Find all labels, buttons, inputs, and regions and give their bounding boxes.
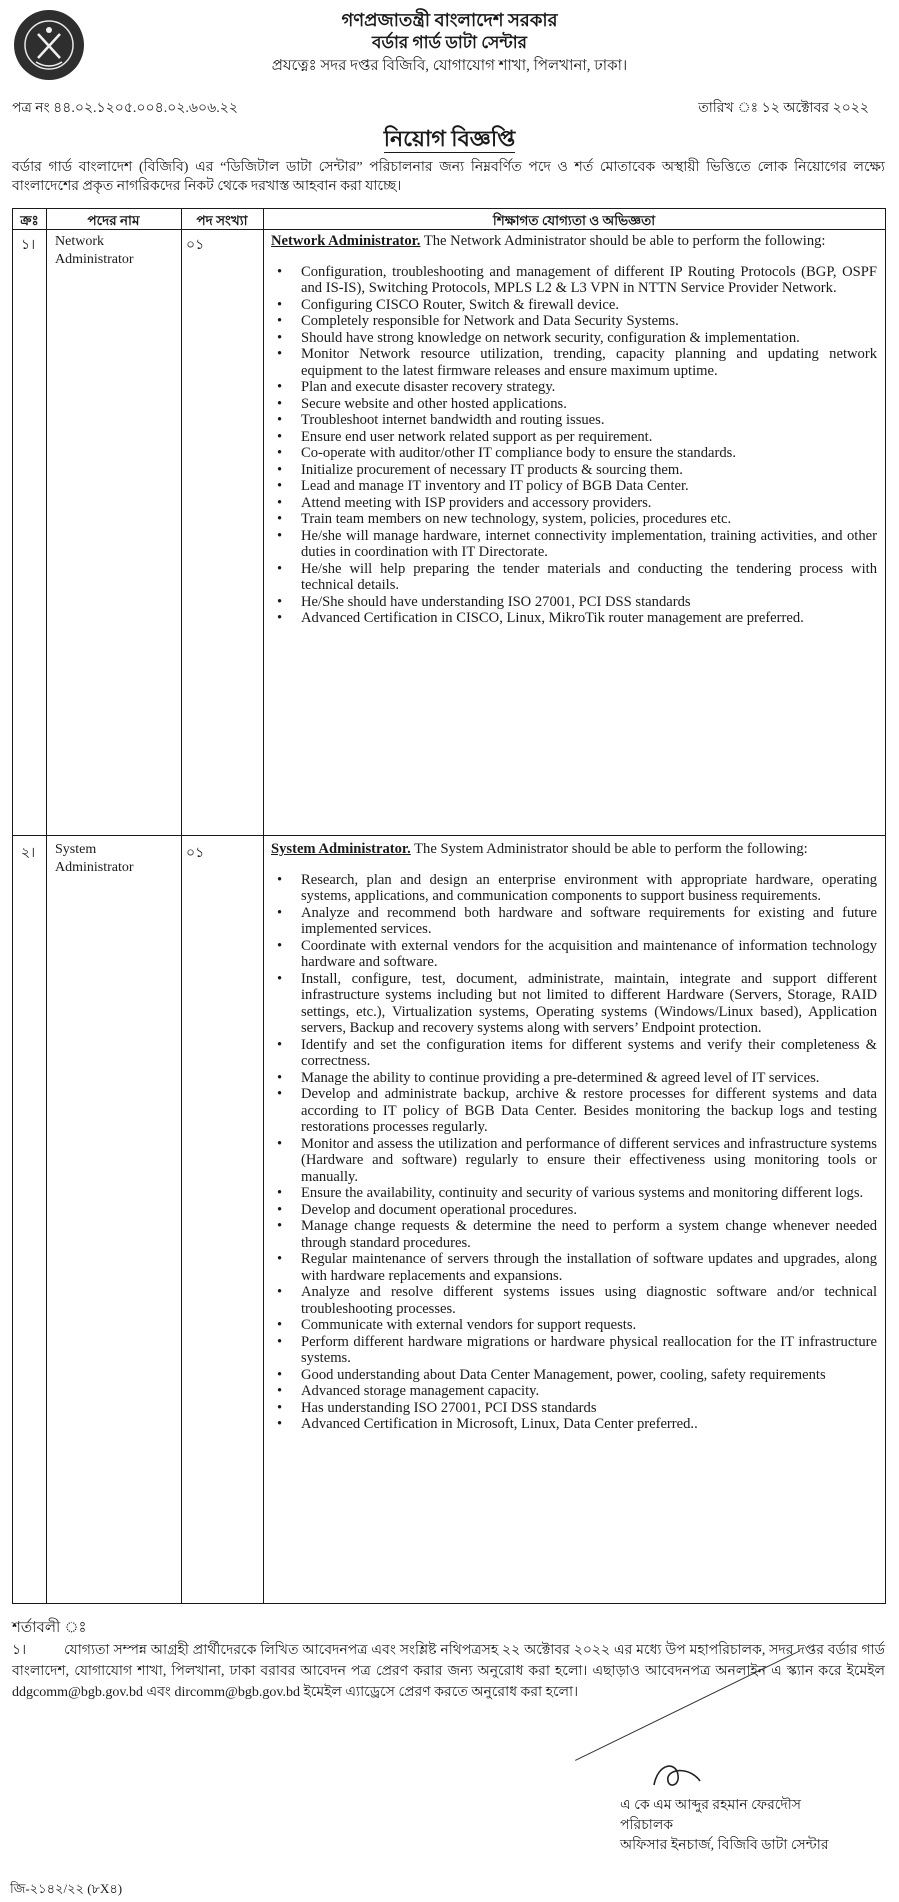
row-post-count: ০১	[186, 846, 205, 861]
memo-number: পত্র নং ৪৪.০২.১২০৫.০০৪.০২.৬০৬.২২	[12, 101, 238, 116]
list-item: • Plan and execute disaster recovery strategy.	[301, 379, 877, 396]
table-header	[13, 209, 885, 230]
publication-code: জি-২১৪২/২২ (৮X৪)	[10, 1881, 123, 1896]
positions-table	[12, 208, 886, 1604]
header-cell-qualification: শিক্ষাগত যোগ্যতা ও অভিজ্ঞতা	[492, 213, 656, 228]
row-serial: ১।	[21, 238, 36, 253]
post-heading: Network Administrator.	[271, 233, 421, 249]
description-lead	[271, 233, 877, 250]
list-item: • Ensure the availability, continuity and security of various systems and monitoring different logs.	[301, 1185, 877, 1202]
list-item: • Initialize procurement of necessary IT products & sourcing them.	[301, 462, 877, 479]
list-item: • Manage the ability to continue providing a pre-determined & agreed level of IT services.	[301, 1070, 877, 1087]
header-cell-serial: ক্রঃ	[20, 213, 39, 228]
notice-date: তারিখ ঃ ১২ অক্টোবর ২০২২	[698, 101, 869, 116]
signatory-designation: পরিচালক	[620, 1818, 674, 1833]
post-heading: System Administrator.	[271, 841, 411, 857]
condition-text: যোগ্যতা সম্পন্ন আগ্রহী প্রার্থীদেরকে লিখিত আবেদনপত্র এবং সংশ্লিষ্ট নথিপত্রসহ ২২ অক্টোবর ২০২২ এর মধ্যে উপ মহাপরিচালক, সদর দপ্তর বর্ডার গার্ড বাংলাদেশ, যোগাযোগ শাখা, পিলখানা, ঢাকা বরাবর আবেদন পত্র প্রেরণ করার জন্য অনুরোধ করা হলো। এছাড়াও আবেদনপত্র অনলাইন এ স্ক্যান করে ইমেইল ddgcomm@bgb.gov.bd এবং dircomm@bgb.gov.bd ইমেইল এ্যাড্রেসে প্রেরণ করতে অনুরোধ করা হলো।	[12, 1643, 885, 1700]
list-item: • Configuring CISCO Router, Switch & firewall device.	[301, 297, 877, 314]
row-description	[271, 841, 877, 1433]
row-serial: ২।	[21, 846, 36, 861]
list-item: • Completely responsible for Network and Data Security Systems.	[301, 313, 877, 330]
list-item: • Analyze and recommend both hardware and software requirements for existing and future implemented services.	[301, 905, 877, 938]
list-item: • Has understanding ISO 27001, PCI DSS standards	[301, 1400, 877, 1417]
notice-title-text: নিয়োগ বিজ্ঞপ্তি	[383, 126, 516, 151]
bgb-emblem-icon	[14, 10, 84, 80]
list-item: • Identify and set the configuration items for different systems and verify their completeness & correctness.	[301, 1037, 877, 1070]
description-lead	[271, 841, 877, 858]
list-item: • Lead and manage IT inventory and IT policy of BGB Data Center.	[301, 478, 877, 495]
column-divider	[46, 209, 47, 1603]
list-item: • Advanced Certification in CISCO, Linux, MikroTik router management are preferred.	[301, 610, 877, 627]
list-item: • Install, configure, test, document, administrate, maintain, integrate and support different infrastructure systems including but not limited to different Hardware (Servers, Storage, RAID settings, etc.), Virtualization systems, Operating systems (Windows/Linux based), Application servers, Backup and recovery systems along with servers’ Endpoint protection.	[301, 971, 877, 1037]
signature-block	[620, 1796, 829, 1856]
post-lead-text: The System Administrator should be able to perform the following:	[410, 841, 808, 857]
condition-number: ১।	[12, 1643, 27, 1658]
column-divider	[263, 209, 264, 1603]
page-title	[0, 122, 899, 159]
list-item: • Monitor Network resource utilization, trending, capacity planning and updating network equipment to the latest firmware releases and ensure maximum uptime.	[301, 346, 877, 379]
list-item: • He/she will help preparing the tender materials and conducting the tendering process with technical details.	[301, 561, 877, 594]
row-divider	[13, 835, 885, 836]
signature-icon	[648, 1755, 718, 1795]
list-item: • Coordinate with external vendors for the acquisition and maintenance of information technology hardware and software.	[301, 938, 877, 971]
row-description	[271, 233, 877, 627]
list-item: • Research, plan and design an enterprise environment with appropriate hardware, operating systems, applications, and communication components to support business requirements.	[301, 872, 877, 905]
list-item: • Advanced Certification in Microsoft, Linux, Data Center preferred..	[301, 1416, 877, 1433]
column-divider	[181, 209, 182, 1603]
list-item: • Train team members on new technology, system, policies, procedures etc.	[301, 511, 877, 528]
list-item: • Advanced storage management capacity.	[301, 1383, 877, 1400]
list-item: • He/She should have understanding ISO 27001, PCI DSS standards	[301, 594, 877, 611]
letterhead	[150, 8, 749, 78]
signatory-name: এ কে এম আব্দুর রহমান ফেরদৌস	[620, 1798, 802, 1813]
list-item: • Troubleshoot internet bandwidth and routing issues.	[301, 412, 877, 429]
list-item: • Analyze and resolve different systems issues using diagnostic software and/or technical troubleshooting processes.	[301, 1284, 877, 1317]
list-item: • Should have strong knowledge on network security, configuration & implementation.	[301, 330, 877, 347]
office-name: বর্ডার গার্ড ডাটা সেন্টার	[371, 33, 527, 52]
header-cell-post: পদের নাম	[87, 213, 140, 228]
row-post-count: ০১	[186, 238, 205, 253]
list-item: • He/she will manage hardware, internet connectivity implementation, training activities, and other duties in coordination with IT Directorate.	[301, 528, 877, 561]
list-item: • Develop and administrate backup, archive & restore processes for different systems and data according to IT policy of BGB Data Center. Besides monitoring the backup logs and testing restorations processes regularly.	[301, 1086, 877, 1136]
list-item: • Secure website and other hosted applications.	[301, 396, 877, 413]
list-item: • Communicate with external vendors for support requests.	[301, 1317, 877, 1334]
post-lead-text: The Network Administrator should be able to perform the following:	[420, 233, 826, 249]
list-item: • Monitor and assess the utilization and performance of different services and infrastructure systems (Hardware and software) regularly to ensure their effectiveness using monitoring tools or manually.	[301, 1136, 877, 1186]
conditions-heading: শর্তাবলী ঃ	[12, 1620, 87, 1636]
govt-name: গণপ্রজাতন্ত্রী বাংলাদেশ সরকার	[341, 10, 558, 30]
list-item: • Manage change requests & determine the need to perform a system change whenever needed through standard procedures.	[301, 1218, 877, 1251]
list-item: • Good understanding about Data Center Management, power, cooling, safety requirements	[301, 1367, 877, 1384]
list-item: • Ensure end user network related support as per requirement.	[301, 429, 877, 446]
list-item: • Configuration, troubleshooting and management of different IP Routing Protocols (BGP, OSPF and IS-IS), Switching Protocols, MPLS L2 & L3 VPN in NTTN Service Provider Network.	[301, 264, 877, 297]
care-of-address: প্রযত্নেঃ সদর দপ্তর বিজিবি, যোগাযোগ শাখা, পিলখানা, ঢাকা।	[271, 58, 628, 74]
intro-paragraph: বর্ডার গার্ড বাংলাদেশ (বিজিবি) এর “ডিজিটাল ডাটা সেন্টার” পরিচালনার জন্য নিম্নবর্ণিত পদে ও শর্ত মোতাবেক অস্থায়ী ভিত্তিতে লোক নিয়োগের লক্ষ্যে বাংলাদেশের প্রকৃত নাগরিকদের নিকট থেকে দরখাস্ত আহবান করা যাচ্ছে।	[12, 160, 885, 194]
row-post-name: Network Administrator	[55, 234, 134, 267]
duty-list	[271, 264, 877, 627]
row-post-name: System Administrator	[55, 842, 134, 875]
list-item: • Develop and document operational procedures.	[301, 1202, 877, 1219]
signatory-office: অফিসার ইনচার্জ, বিজিবি ডাটা সেন্টার	[620, 1838, 829, 1853]
duty-list	[271, 872, 877, 1433]
list-item: • Attend meeting with ISP providers and accessory providers.	[301, 495, 877, 512]
list-item: • Perform different hardware migrations or hardware physical reallocation for the IT infrastructure systems.	[301, 1334, 877, 1367]
list-item: • Regular maintenance of servers through the installation of software updates and upgrades, along with hardware replacements and expansions.	[301, 1251, 877, 1284]
header-cell-count: পদ সংখ্যা	[196, 213, 248, 228]
list-item: • Co-operate with auditor/other IT compliance body to ensure the standards.	[301, 445, 877, 462]
